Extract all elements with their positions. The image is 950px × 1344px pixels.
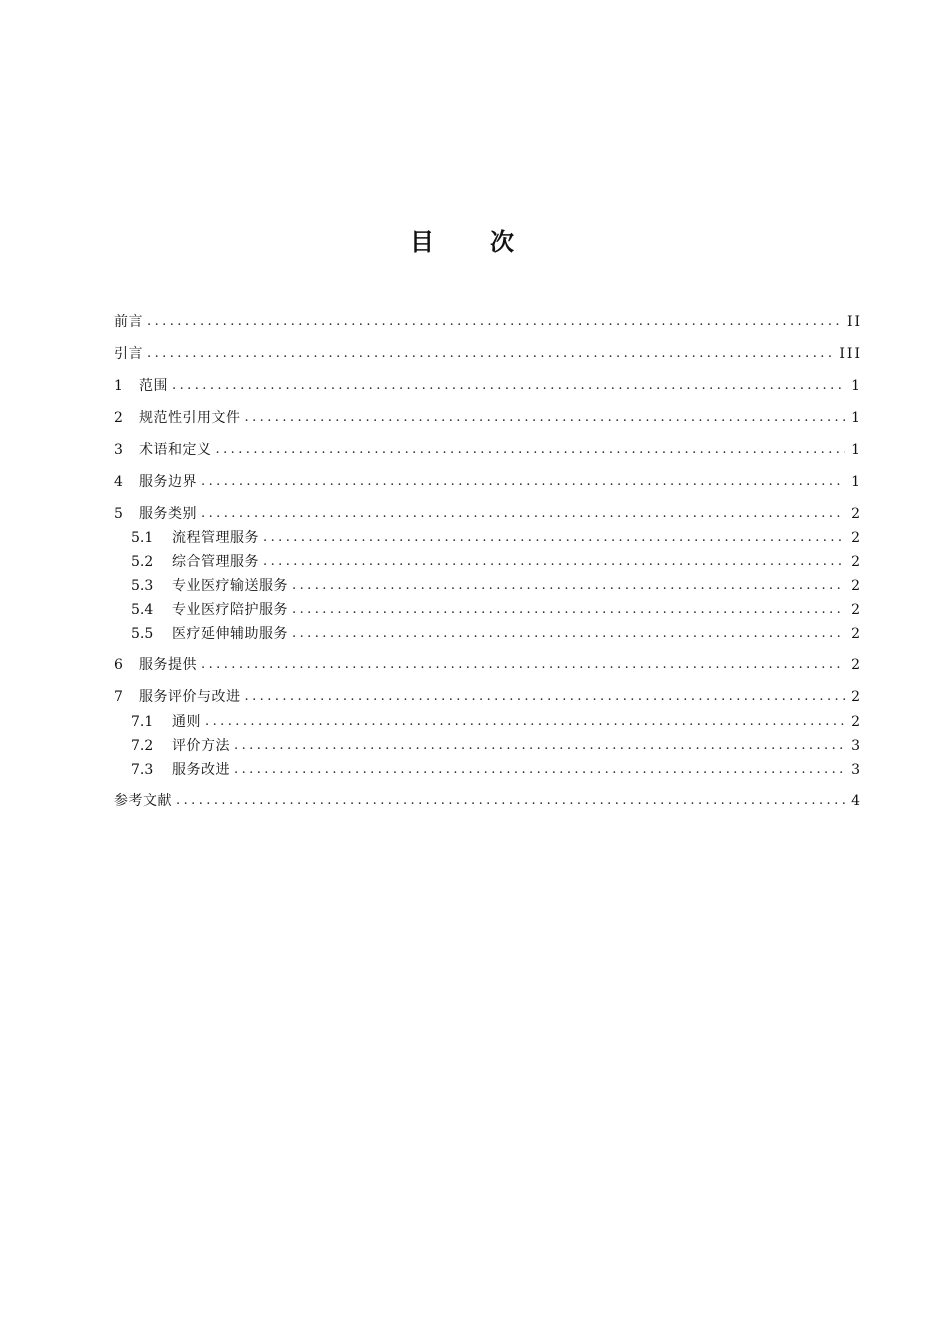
entry-page: 2 [851,602,862,618]
entry-number: 5.1 [131,530,154,546]
toc-entry-scope[interactable] [114,376,860,396]
entry-number: 6 [114,657,123,673]
dot-leader [147,312,841,332]
entry-page: 2 [851,657,862,673]
dot-leader [292,624,845,644]
toc-entry-5-4[interactable] [131,600,860,620]
toc-entry-bibliography[interactable] [114,791,860,811]
title-char-1: 目 [410,228,490,256]
entry-label: 专业医疗输送服务 [172,578,288,594]
toc-entry-5-1[interactable] [131,528,860,548]
entry-number: 5.2 [131,554,154,570]
entry-label: 参考文献 [114,793,172,809]
dot-leader [201,655,845,675]
entry-number: 2 [114,410,123,426]
dot-leader [234,736,845,756]
toc-entry-normative-references[interactable] [114,408,860,428]
entry-number: 5.3 [131,578,154,594]
dot-leader [176,791,845,811]
dot-leader [292,600,845,620]
entry-label: 服务改进 [172,762,230,778]
entry-label: 专业医疗陪护服务 [172,602,288,618]
dot-leader [245,408,846,428]
toc-entry-service-evaluation[interactable] [114,687,860,707]
entry-label: 通则 [172,714,201,730]
dot-leader [201,504,845,524]
entry-label: 医疗延伸辅助服务 [172,626,288,642]
toc-entry-7-2[interactable] [131,736,860,756]
toc-entry-5-3[interactable] [131,576,860,596]
entry-number: 4 [114,474,123,490]
page-title [0,222,950,257]
entry-page: 1 [851,442,862,458]
entry-label: 规范性引用文件 [139,410,241,426]
entry-label: 服务类别 [139,506,197,522]
entry-page: 3 [851,762,862,778]
dot-leader [263,552,845,572]
entry-page: 2 [851,578,862,594]
entry-label: 范围 [139,378,168,394]
toc-entry-5-2[interactable] [131,552,860,572]
toc-entry-foreword[interactable] [114,312,860,332]
entry-label: 流程管理服务 [172,530,259,546]
entry-label: 评价方法 [172,738,230,754]
entry-number: 7.3 [131,762,154,778]
dot-leader [234,760,845,780]
entry-page: 2 [851,554,862,570]
dot-leader [172,376,845,396]
entry-number: 5.4 [131,602,154,618]
toc-entry-terms-definitions[interactable] [114,440,860,460]
dot-leader [263,528,845,548]
entry-number: 1 [114,378,123,394]
entry-page: 2 [851,626,862,642]
dot-leader [245,687,846,707]
dot-leader [205,712,845,732]
dot-leader [216,440,846,460]
entry-number: 5.5 [131,626,154,642]
toc-entry-service-provision[interactable] [114,655,860,675]
entry-label: 服务提供 [139,657,197,673]
entry-page: 2 [851,506,862,522]
entry-page: 2 [851,714,862,730]
entry-number: 5 [114,506,123,522]
toc-entry-service-boundary[interactable] [114,472,860,492]
toc-entry-7-3[interactable] [131,760,860,780]
entry-page: 2 [851,530,862,546]
toc-entry-introduction[interactable] [114,344,860,364]
entry-page: 1 [851,410,862,426]
dot-leader [201,472,845,492]
entry-page: 4 [851,793,862,809]
toc-entry-5-5[interactable] [131,624,860,644]
entry-number: 7 [114,689,123,705]
entry-number: 7.2 [131,738,154,754]
entry-label: 引言 [114,346,143,362]
entry-number: 3 [114,442,123,458]
entry-label: 综合管理服务 [172,554,259,570]
title-char-2: 次 [490,228,570,256]
entry-label: 服务评价与改进 [139,689,241,705]
entry-label: 前言 [114,314,143,330]
entry-page: III [839,346,862,362]
entry-page: 3 [851,738,862,754]
entry-page: 1 [851,378,862,394]
toc-entry-7-1[interactable] [131,712,860,732]
entry-label: 服务边界 [139,474,197,490]
entry-label: 术语和定义 [139,442,212,458]
toc-entry-service-categories[interactable] [114,504,860,524]
entry-page: 1 [851,474,862,490]
entry-page: 2 [851,689,862,705]
dot-leader [292,576,845,596]
dot-leader [147,344,833,364]
entry-page: II [846,314,862,330]
entry-number: 7.1 [131,714,154,730]
